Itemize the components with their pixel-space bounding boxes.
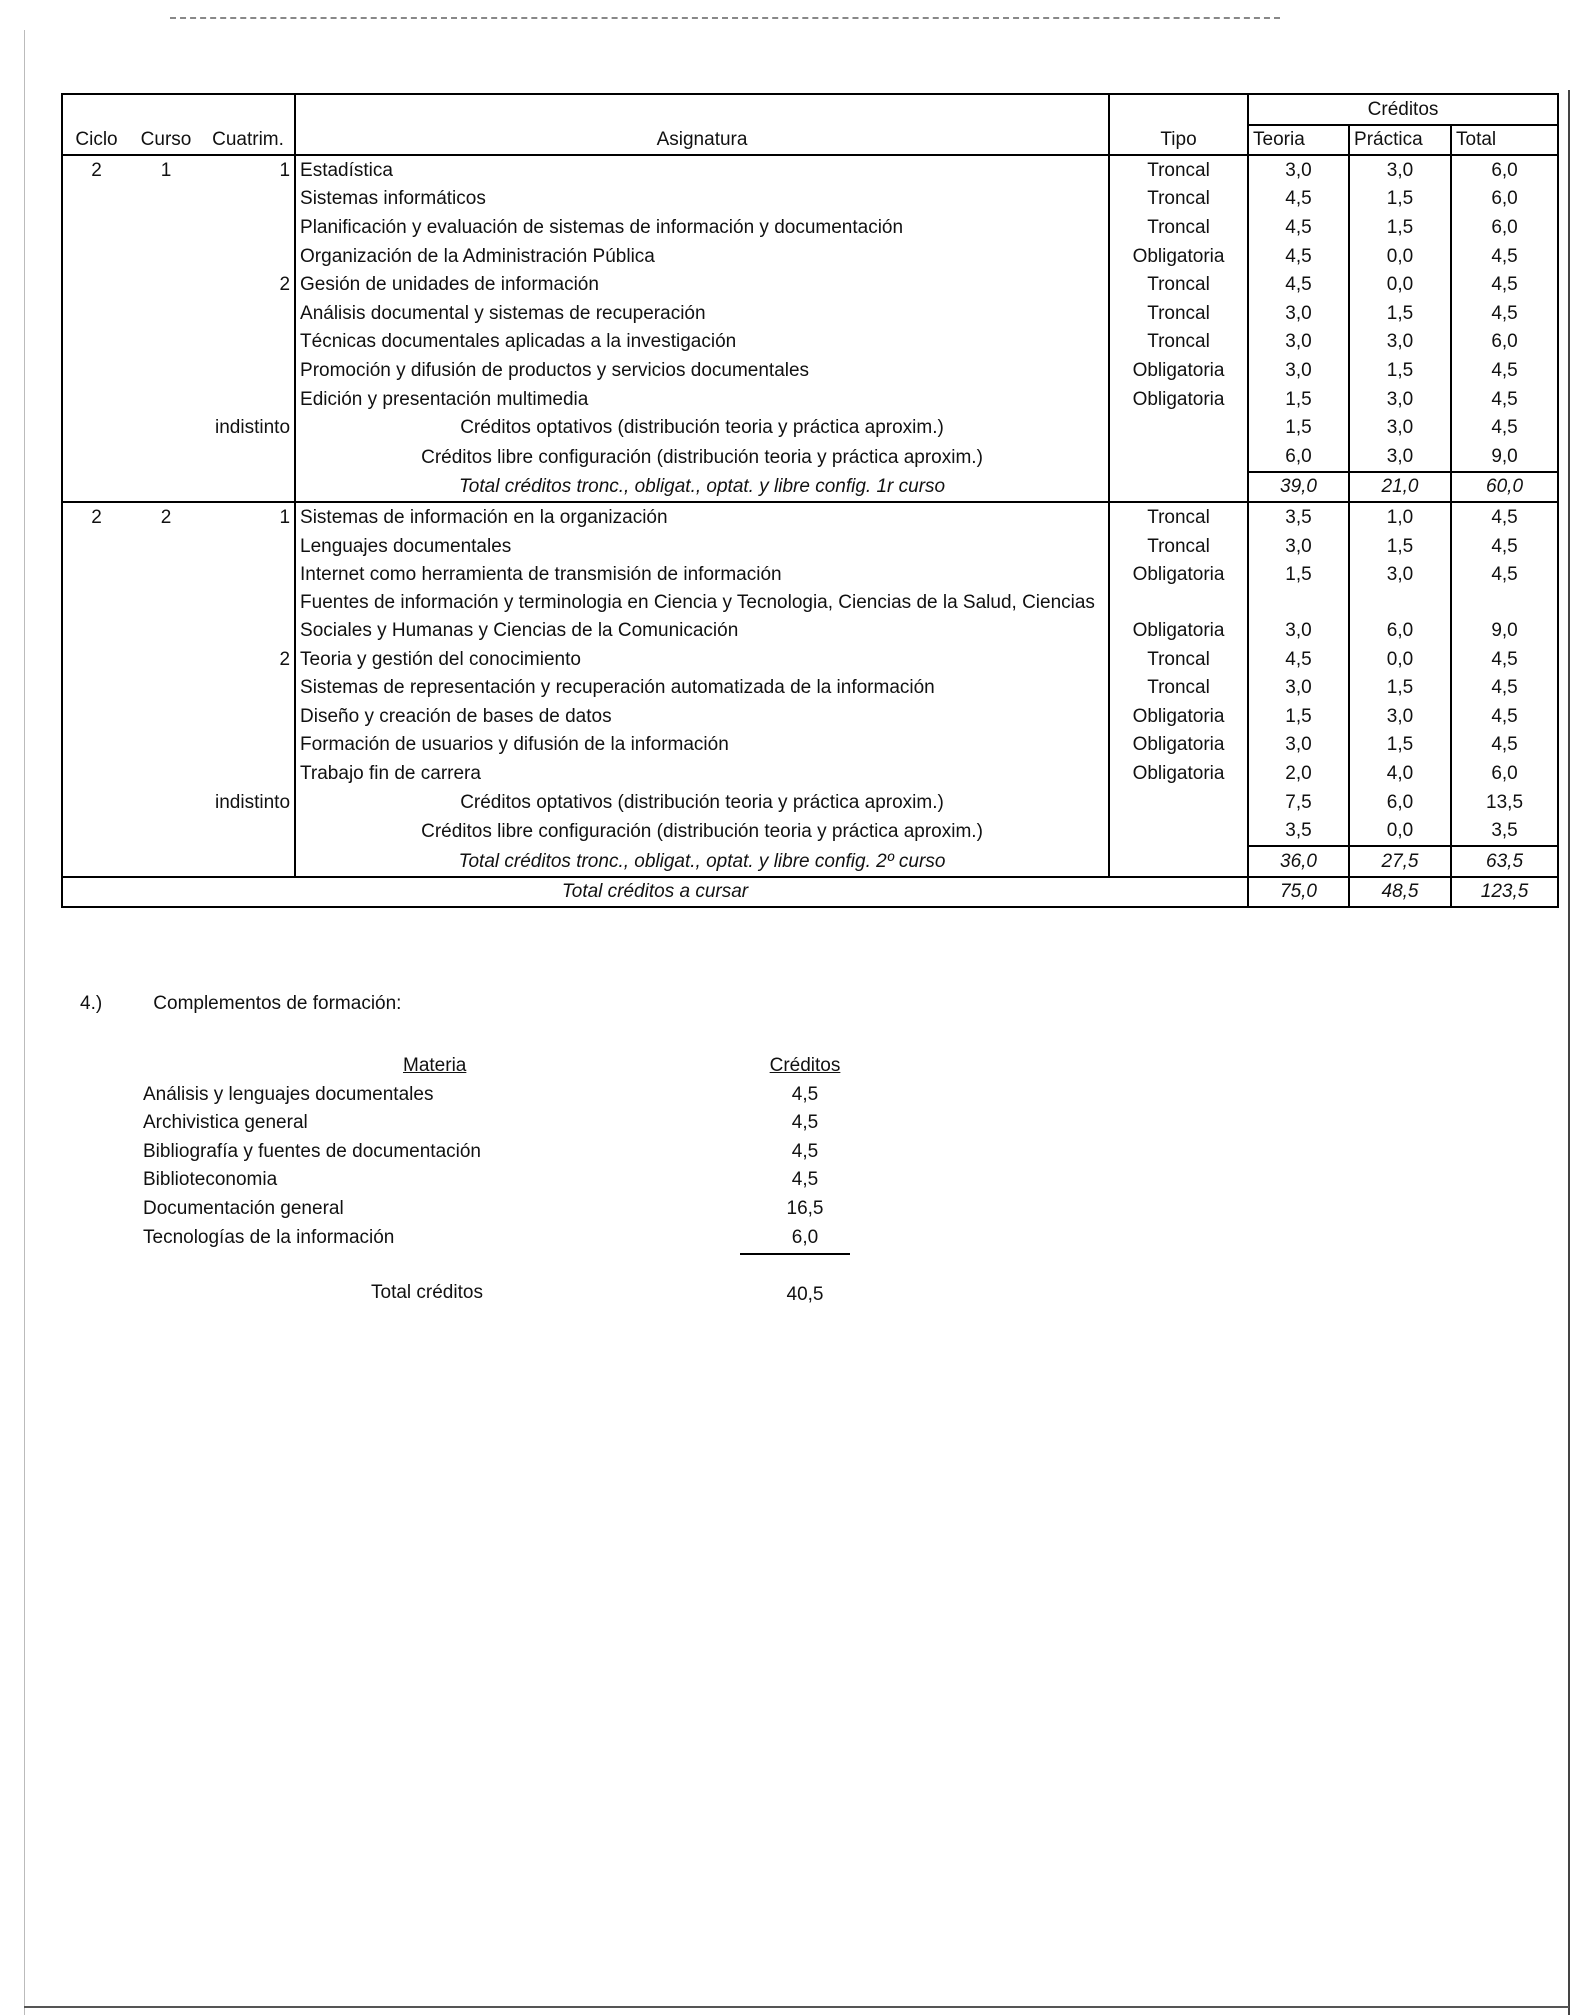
table-row: [62, 561, 1558, 590]
grand-total-total: 123,5: [1451, 877, 1558, 908]
tipo-cell: Obligatoria: [1109, 759, 1248, 788]
teoria-cell: 1,5: [1248, 702, 1349, 731]
header-curso: Curso: [130, 125, 202, 156]
practica-cell: 3,0: [1349, 414, 1451, 443]
asignatura-cell: Edición y presentación multimedia: [295, 385, 1109, 414]
tipo-cell: Troncal: [1109, 155, 1248, 185]
practica-total-cell: 21,0: [1349, 472, 1451, 503]
cuatrim-cell: [202, 328, 295, 357]
table-row: [62, 702, 1558, 731]
optativos-row: [62, 414, 1558, 443]
ciclo-cell: 2: [62, 155, 130, 185]
cuatrim-cell: [202, 589, 295, 645]
total-cell: 4,5: [1451, 242, 1558, 271]
total-cell: 4,5: [1451, 385, 1558, 414]
tipo-cell: Troncal: [1109, 328, 1248, 357]
asignatura-cell: Fuentes de información y terminologia en Ciencia y Tecnologia, Ciencias de la Salud, Ciencias Sociales y Humanas y Ciencias de la Comunicación: [295, 589, 1109, 645]
total-total-cell: 63,5: [1451, 846, 1558, 877]
teoria-cell: 4,5: [1248, 271, 1349, 300]
section-4-heading: [80, 993, 401, 1015]
tipo-cell: Troncal: [1109, 502, 1248, 532]
year1-total-row: [62, 472, 1558, 503]
cuatrim-cell: indistinto: [215, 791, 291, 813]
teoria-cell: 3,5: [1248, 502, 1349, 532]
tipo-cell: Obligatoria: [1109, 356, 1248, 385]
total-cell: 6,0: [1451, 185, 1558, 214]
practica-cell: 0,0: [1349, 242, 1451, 271]
complementos-total-label: Total créditos: [371, 1282, 483, 1303]
cuatrim-cell: [202, 242, 295, 271]
tipo-cell: Troncal: [1109, 674, 1248, 703]
asignatura-cell: Sistemas de representación y recuperación automatizada de la información: [295, 674, 1109, 703]
materia-name: Bibliografía y fuentes de documentación: [143, 1140, 481, 1162]
teoria-cell: 4,5: [1248, 645, 1349, 674]
materia-creditos: 16,5: [786, 1197, 824, 1219]
asignatura-cell: Promoción y difusión de productos y servicios documentales: [295, 356, 1109, 385]
total-total-cell: 60,0: [1451, 472, 1558, 503]
teoria-cell: 7,5: [1248, 788, 1349, 817]
cuatrim-cell: [202, 185, 295, 214]
cuatrim-cell: 1: [279, 506, 291, 528]
teoria-total-cell: 36,0: [1248, 846, 1349, 877]
curso-cell: 2: [160, 506, 172, 528]
asignatura-cell: Teoria y gestión del conocimiento: [295, 645, 1109, 674]
page-frame-right: [1568, 90, 1570, 2015]
table-row: [62, 759, 1558, 788]
total-cell: 3,5: [1451, 817, 1558, 847]
section-title: Complementos de formación:: [153, 993, 402, 1014]
table-row: [62, 645, 1558, 674]
teoria-cell: 2,0: [1248, 759, 1349, 788]
asignatura-cell: Planificación y evaluación de sistemas de información y documentación: [295, 213, 1109, 242]
total-cell: 4,5: [1451, 271, 1558, 300]
table-row: [62, 589, 1558, 645]
teoria-cell: 1,5: [1248, 385, 1349, 414]
year1-total-label: Total créditos tronc., obligat., optat. y libre config. 1r curso: [295, 472, 1109, 503]
practica-cell: 0,0: [1349, 645, 1451, 674]
cuatrim-cell: 2: [279, 274, 291, 296]
total-cell: 4,5: [1451, 561, 1558, 590]
practica-cell: 6,0: [1349, 788, 1451, 817]
cuatrim-cell: indistinto: [215, 417, 291, 439]
header-total: Total: [1451, 125, 1558, 156]
teoria-cell: 4,5: [1248, 242, 1349, 271]
table-row: [62, 502, 1558, 532]
top-scan-edge: [170, 17, 1280, 19]
optativos-label: Créditos optativos (distribución teoria y práctica aproxim.): [295, 788, 1109, 817]
materia-creditos: 6,0: [791, 1226, 819, 1248]
libre-label: Créditos libre configuración (distribución teoria y práctica aproxim.): [295, 817, 1109, 847]
practica-cell: 1,0: [1349, 502, 1451, 532]
year2-block: [62, 502, 1558, 907]
cuatrim-cell: [202, 299, 295, 328]
optativos-label: Créditos optativos (distribución teoria y práctica aproxim.): [295, 414, 1109, 443]
cuatrim-cell: [202, 759, 295, 788]
year2-total-row: [62, 846, 1558, 877]
asignatura-cell: Análisis documental y sistemas de recuperación: [295, 299, 1109, 328]
total-cell: 6,0: [1451, 155, 1558, 185]
cuatrim-cell: [202, 532, 295, 561]
total-cell: 4,5: [1451, 299, 1558, 328]
cuatrim-cell: [202, 356, 295, 385]
header-teoria: Teoria: [1248, 125, 1349, 156]
cuatrim-cell: [202, 674, 295, 703]
cuatrim-cell: [202, 702, 295, 731]
ciclo-cell: 2: [62, 502, 130, 532]
teoria-cell: 6,0: [1248, 442, 1349, 472]
total-cell: 4,5: [1451, 674, 1558, 703]
practica-cell: 1,5: [1349, 299, 1451, 328]
asignatura-cell: Gesión de unidades de información: [295, 271, 1109, 300]
materia-name: Tecnologías de la información: [143, 1226, 395, 1248]
total-cell: 4,5: [1451, 731, 1558, 760]
practica-cell: 1,5: [1349, 356, 1451, 385]
teoria-cell: 3,0: [1248, 731, 1349, 760]
header-row-top: [62, 94, 1558, 125]
materia-creditos: 4,5: [791, 1140, 819, 1162]
cuatrim-cell: [202, 213, 295, 242]
asignatura-cell: Diseño y creación de bases de datos: [295, 702, 1109, 731]
year2-total-label: Total créditos tronc., obligat., optat. y libre config. 2º curso: [295, 846, 1109, 877]
cuatrim-cell: 1: [279, 159, 291, 181]
header-ciclo: Ciclo: [62, 125, 130, 156]
total-cell: 4,5: [1451, 502, 1558, 532]
header-materia: Materia: [403, 1055, 467, 1076]
practica-cell: 1,5: [1349, 213, 1451, 242]
practica-total-cell: 27,5: [1349, 846, 1451, 877]
table-row: [62, 271, 1558, 300]
table-row: [62, 155, 1558, 185]
teoria-cell: 3,0: [1248, 356, 1349, 385]
materia-name: Biblioteconomia: [143, 1169, 278, 1191]
cuatrim-cell: [202, 385, 295, 414]
teoria-cell: 3,5: [1248, 817, 1349, 847]
teoria-cell: 3,0: [1248, 674, 1349, 703]
curso-cell: 1: [160, 159, 172, 181]
optativos-row: [62, 788, 1558, 817]
asignatura-cell: Sistemas informáticos: [295, 185, 1109, 214]
grand-total-row: [62, 877, 1558, 908]
materia-creditos: 4,5: [791, 1083, 819, 1105]
teoria-cell: 3,0: [1248, 589, 1349, 645]
tipo-cell: Obligatoria: [1109, 589, 1248, 645]
cuatrim-cell: [202, 731, 295, 760]
table-row: [62, 299, 1558, 328]
teoria-cell: 1,5: [1248, 561, 1349, 590]
practica-cell: 3,0: [1349, 702, 1451, 731]
practica-cell: 1,5: [1349, 185, 1451, 214]
grand-total-practica: 48,5: [1349, 877, 1451, 908]
materia-creditos: 4,5: [791, 1112, 819, 1134]
table-row: [62, 532, 1558, 561]
asignatura-cell: Organización de la Administración Pública: [295, 242, 1109, 271]
practica-cell: 6,0: [1349, 589, 1451, 645]
total-cell: 6,0: [1451, 213, 1558, 242]
practica-cell: 1,5: [1349, 532, 1451, 561]
libre-row: [62, 442, 1558, 472]
tipo-cell: Troncal: [1109, 645, 1248, 674]
total-cell: 9,0: [1451, 442, 1558, 472]
teoria-cell: 4,5: [1248, 213, 1349, 242]
practica-cell: 0,0: [1349, 271, 1451, 300]
libre-label: Créditos libre configuración (distribución teoria y práctica aproxim.): [295, 442, 1109, 472]
teoria-cell: 3,0: [1248, 328, 1349, 357]
total-cell: 9,0: [1451, 589, 1558, 645]
table-row: [62, 674, 1558, 703]
year1-block: [62, 155, 1558, 502]
header-creditos: Créditos: [1248, 94, 1558, 125]
study-plan-table: [61, 93, 1559, 908]
asignatura-cell: Internet como herramienta de transmisión de información: [295, 561, 1109, 590]
practica-cell: 1,5: [1349, 674, 1451, 703]
sum-underline: [740, 1253, 850, 1255]
asignatura-cell: Sistemas de información en la organización: [295, 502, 1109, 532]
practica-cell: 4,0: [1349, 759, 1451, 788]
teoria-cell: 1,5: [1248, 414, 1349, 443]
teoria-cell: 4,5: [1248, 185, 1349, 214]
total-cell: 13,5: [1451, 788, 1558, 817]
grand-total-teoria: 75,0: [1248, 877, 1349, 908]
tipo-cell: Obligatoria: [1109, 242, 1248, 271]
header-row: [62, 125, 1558, 156]
table-row: [62, 242, 1558, 271]
asignatura-cell: Lenguajes documentales: [295, 532, 1109, 561]
header-asignatura: Asignatura: [295, 125, 1109, 156]
total-cell: 4,5: [1451, 645, 1558, 674]
total-cell: 4,5: [1451, 414, 1558, 443]
asignatura-cell: Trabajo fin de carrera: [295, 759, 1109, 788]
practica-cell: 3,0: [1349, 385, 1451, 414]
tipo-cell: Obligatoria: [1109, 702, 1248, 731]
teoria-cell: 3,0: [1248, 532, 1349, 561]
section-number: 4.): [80, 993, 103, 1014]
asignatura-cell: Formación de usuarios y difusión de la información: [295, 731, 1109, 760]
teoria-cell: 3,0: [1248, 155, 1349, 185]
table-row: [62, 731, 1558, 760]
page-frame-bottom: [24, 2006, 1569, 2008]
total-cell: 4,5: [1451, 532, 1558, 561]
tipo-cell: Troncal: [1109, 185, 1248, 214]
teoria-total-cell: 39,0: [1248, 472, 1349, 503]
tipo-cell: Troncal: [1109, 299, 1248, 328]
complementos-total-value: 40,5: [786, 1284, 824, 1305]
materia-name: Archivistica general: [143, 1112, 308, 1134]
total-cell: 4,5: [1451, 702, 1558, 731]
total-cell: 6,0: [1451, 328, 1558, 357]
header-cuatrim: Cuatrim.: [202, 125, 295, 156]
asignatura-cell: Técnicas documentales aplicadas a la investigación: [295, 328, 1109, 357]
page-frame-left: [24, 30, 25, 2015]
tipo-cell: Obligatoria: [1109, 731, 1248, 760]
table-row: [62, 356, 1558, 385]
materia-name: Análisis y lenguajes documentales: [143, 1083, 434, 1105]
materia-creditos: 4,5: [791, 1169, 819, 1191]
table-row: [62, 385, 1558, 414]
asignatura-cell: Estadística: [295, 155, 1109, 185]
tipo-cell: Troncal: [1109, 271, 1248, 300]
grand-total-label: Total créditos a cursar: [62, 877, 1248, 908]
practica-cell: 3,0: [1349, 561, 1451, 590]
table-row: [62, 213, 1558, 242]
cuatrim-cell: [202, 561, 295, 590]
table-row: [62, 185, 1558, 214]
header-practica: Práctica: [1349, 125, 1451, 156]
practica-cell: 3,0: [1349, 442, 1451, 472]
header-tipo: Tipo: [1109, 125, 1248, 156]
header-creditos: Créditos: [769, 1055, 841, 1076]
cuatrim-cell: 2: [279, 648, 291, 670]
tipo-cell: Obligatoria: [1109, 385, 1248, 414]
total-cell: 4,5: [1451, 356, 1558, 385]
practica-cell: 1,5: [1349, 731, 1451, 760]
practica-cell: 3,0: [1349, 328, 1451, 357]
practica-cell: 3,0: [1349, 155, 1451, 185]
materia-name: Documentación general: [143, 1197, 344, 1219]
libre-row: [62, 817, 1558, 847]
tipo-cell: Troncal: [1109, 532, 1248, 561]
tipo-cell: Obligatoria: [1109, 561, 1248, 590]
tipo-cell: Troncal: [1109, 213, 1248, 242]
table-row: [62, 328, 1558, 357]
teoria-cell: 3,0: [1248, 299, 1349, 328]
practica-cell: 0,0: [1349, 817, 1451, 847]
total-cell: 6,0: [1451, 759, 1558, 788]
